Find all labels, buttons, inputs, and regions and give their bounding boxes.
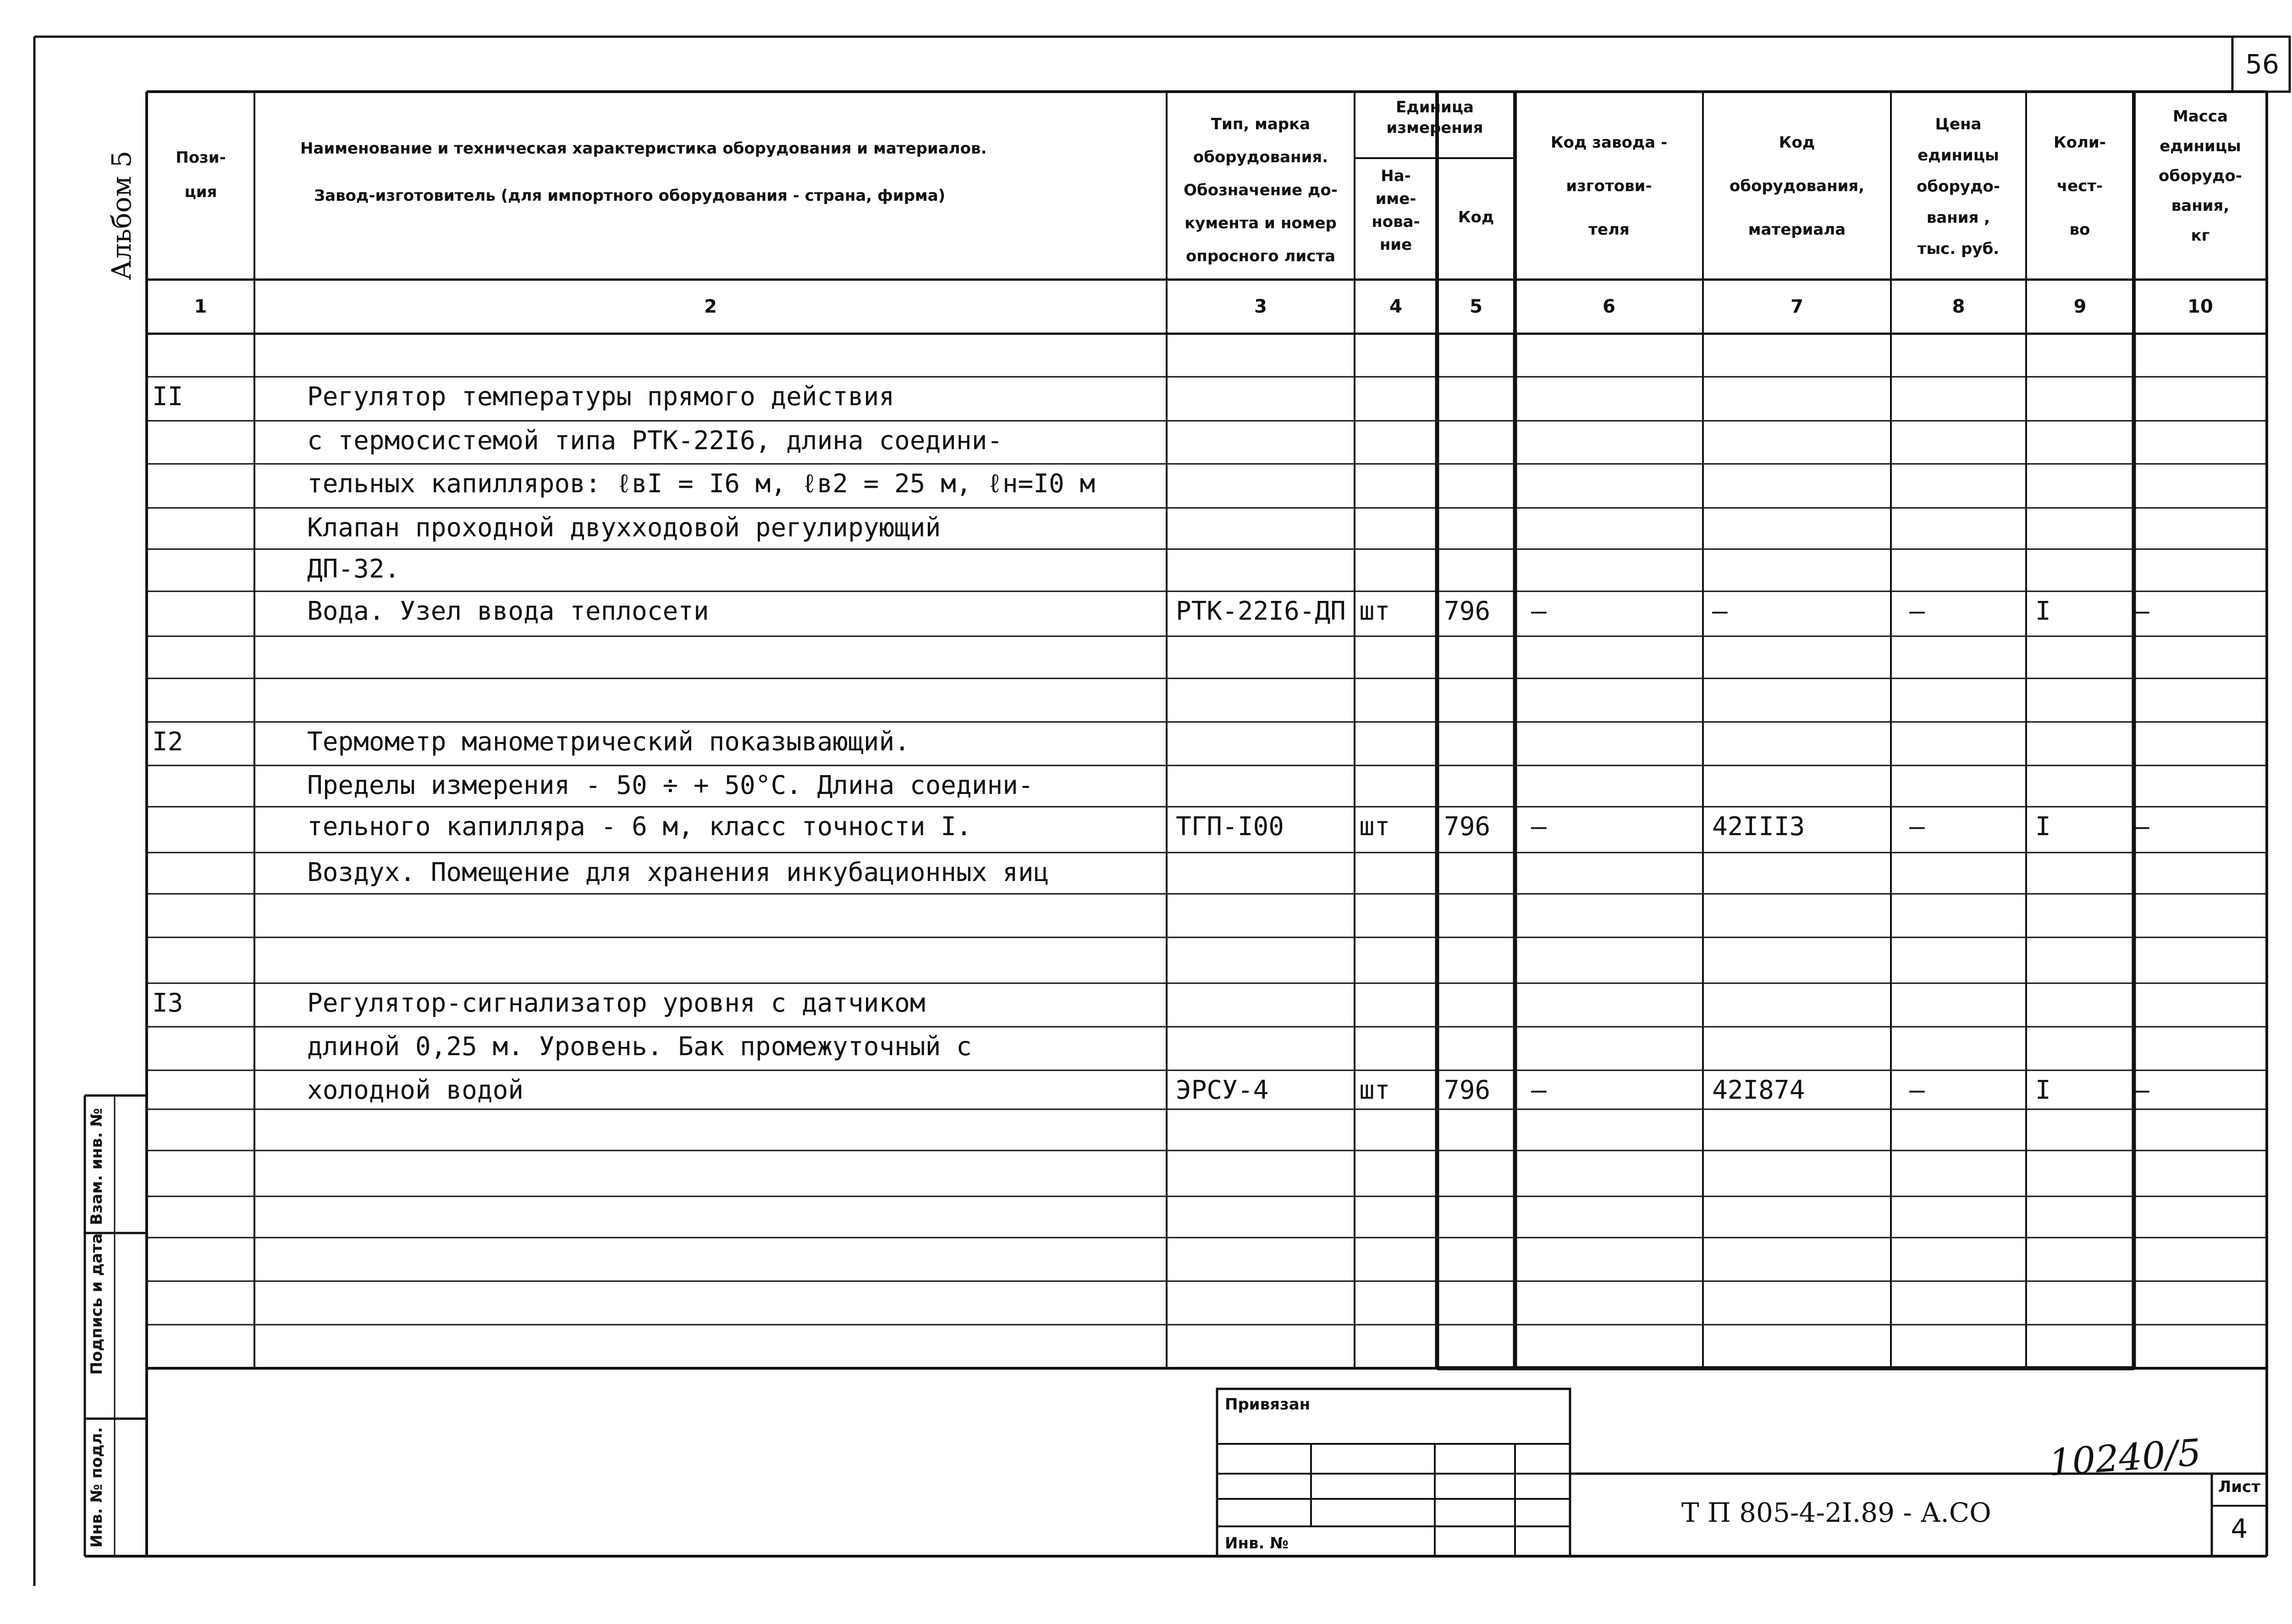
position-cell: I3 [152,988,183,1018]
mass-cell: – [2134,812,2149,842]
column-number: 5 [1470,296,1482,317]
table-grid [34,37,2290,1586]
album-label: Альбом 5 [106,150,137,281]
header-unit-price: оборудо- [1917,177,2000,196]
name-cell: длиной 0,25 м. Уровень. Бак промежуточный с [307,1032,972,1062]
name-cell: Воздух. Помещение для хранения инкубационных яиц [307,858,1049,887]
name-cell: с термосистемой типа РТК-22I6, длина соедини- [307,426,1003,456]
mass-cell: – [2134,596,2149,626]
stamp-inv-podl: Инв. № подл. [88,1427,106,1548]
header-unit-mass: единицы [2160,137,2241,155]
name-cell: Пределы измерения - 50 ÷ + 50°С. Длина соедини- [307,771,1034,800]
column-number-row [194,296,2213,317]
header-unit-name: На- [1381,167,1411,185]
name-cell: Клапан проходной двухходовой регулирующий [307,513,941,543]
stamp-vzam-inv: Взам. инв. № [88,1108,106,1225]
column-number: 7 [1791,296,1803,317]
name-cell: Термометр манометрический показывающий. [307,727,910,757]
table-header [176,98,2242,265]
unit-cell: шт [1359,1075,1390,1105]
name-cell: холодной водой [307,1075,524,1105]
list-number: 4 [2231,1513,2248,1544]
header-unit-price: вания , [1926,209,1990,227]
header-unit-mass: оборудо- [2159,167,2242,185]
header-unit-group: измерения [1386,119,1483,137]
name-cell: Вода. Узел ввода теплосети [307,596,709,626]
header-equipment-code: Код [1779,133,1815,152]
header-factory-code: теля [1588,220,1630,239]
unit-cell: шт [1359,596,1390,626]
header-unit-mass: Масса [2172,107,2228,126]
document-designation: Т П 805-4-2I.89 - А.СО [1681,1497,1991,1528]
column-number: 4 [1389,296,1402,317]
header-unit-code: Код [1458,208,1494,226]
header-unit-mass: кг [2191,226,2210,245]
unit-cell: шт [1359,812,1390,842]
table-body [152,382,2149,1105]
type-cell: ТГП-I00 [1176,812,1284,842]
code-cell: 796 [1444,1075,1491,1105]
privyazan-block [1217,1389,1570,1556]
list-label: Лист [2218,1478,2260,1496]
name-cell: Регулятор-сигнализатор уровня с датчиком [307,988,926,1018]
code-cell: 796 [1444,596,1491,626]
quantity-cell: I [2035,596,2051,626]
header-unit-price: Цена [1935,115,1982,133]
price-cell: – [1909,812,1925,842]
header-quantity: чест- [2056,177,2103,195]
header-unit-price: тыс. руб. [1917,240,2000,258]
header-type: оборудования. [1193,148,1328,166]
handwritten-number: 10240/5 [2047,1431,2203,1484]
sheet-number: 56 [2245,49,2279,80]
factory-code-cell: – [1531,812,1547,842]
price-cell: – [1909,596,1925,626]
mass-cell: – [2134,1075,2149,1105]
position-cell: II [152,382,183,412]
header-position: Пози- [176,149,226,167]
header-equipment-code: материала [1748,220,1846,239]
header-unit-price: единицы [1917,146,1999,165]
name-cell: тельных капилляров: ℓвI = I6 м, ℓв2 = 25 м, ℓн=I0 м [307,469,1096,499]
header-factory-code: Код завода - [1550,133,1668,152]
header-unit-name: име- [1375,190,1416,208]
privyazan-label: Привязан [1225,1395,1311,1414]
type-cell: РТК-22I6-ДП [1176,596,1346,626]
header-unit-name: нова- [1372,213,1420,231]
header-type: опросного листа [1185,247,1336,265]
header-unit-group: Единица [1396,98,1474,116]
column-number: 1 [194,296,207,317]
column-number: 10 [2187,296,2213,317]
header-quantity: во [2069,220,2090,239]
header-unit-name: ние [1379,236,1412,254]
header-type: Тип, марка [1211,115,1311,133]
equipment-code-cell: 42I874 [1712,1075,1805,1105]
quantity-cell: I [2035,1075,2051,1105]
column-number: 8 [1952,296,1965,317]
header-type: кумента и номер [1185,214,1337,232]
code-cell: 796 [1444,812,1491,842]
equipment-code-cell: – [1712,596,1728,626]
name-cell: Регулятор температуры прямого действия [307,382,895,412]
column-number: 3 [1254,296,1267,317]
factory-code-cell: – [1531,1075,1547,1105]
header-equipment-code: оборудования, [1729,177,1865,195]
quantity-cell: I [2035,812,2051,842]
factory-code-cell: – [1531,596,1547,626]
column-number: 2 [704,296,717,317]
position-cell: I2 [152,727,183,757]
column-number: 6 [1603,296,1615,317]
column-number: 9 [2073,296,2087,317]
name-cell: тельного капилляра - 6 м, класс точности I. [307,812,972,842]
type-cell: ЭРСУ-4 [1176,1075,1269,1105]
header-type: Обозначение до- [1184,181,1338,199]
header-name: Завод-изготовитель (для импортного оборудования - страна, фирма) [314,187,946,205]
name-cell: ДП-32. [307,554,400,584]
header-factory-code: изготови- [1566,177,1652,195]
header-unit-mass: вания, [2171,197,2230,215]
header-name: Наименование и техническая характеристика оборудования и материалов. [300,139,987,158]
header-quantity: Коли- [2054,133,2106,152]
price-cell: – [1909,1075,1925,1105]
equipment-code-cell: 42III3 [1712,812,1805,842]
header-position: ция [184,183,217,201]
inv-no-label: Инв. № [1225,1534,1289,1552]
stamp-podpis-data: Подпись и дата [88,1233,106,1375]
